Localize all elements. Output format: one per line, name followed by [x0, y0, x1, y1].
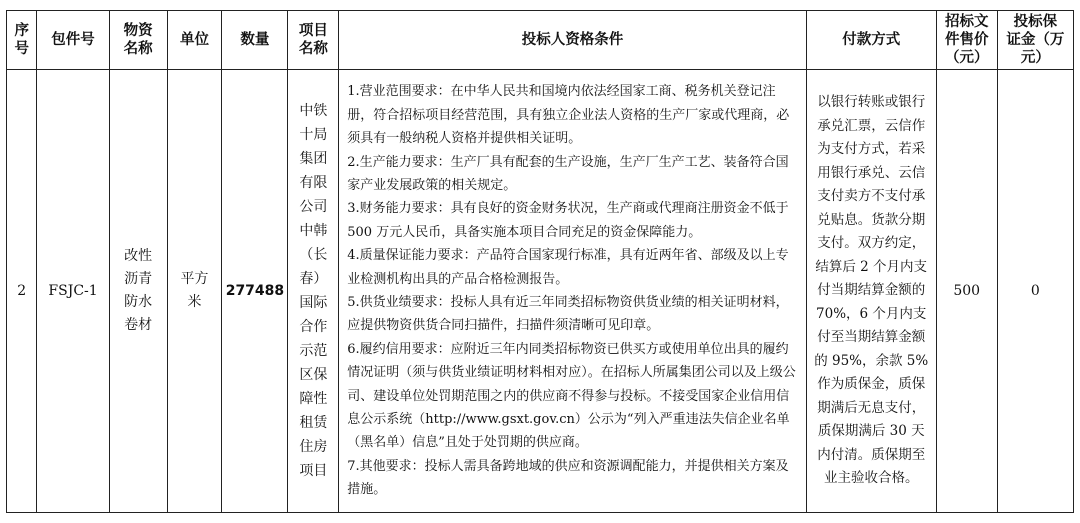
table-row	[7, 70, 1074, 513]
header-package-no: 包件号	[37, 11, 109, 70]
qualification-item: 1.营业范围要求：在中华人民共和国境内依法经国家工商、税务机关登记注册，符合招标项目经营范围，具有独立企业法人资格的生产厂家或代理商，必须具有一般纳税人资格并提供相关证明。	[347, 84, 790, 147]
cell-unit: 平方 米	[167, 70, 222, 513]
header-deposit: 投标保 证金（万 元）	[997, 11, 1073, 70]
qualification-item: 2.生产能力要求：生产厂具有配套的生产设施，生产厂生产工艺、装备符合国家产业发展政策的相关规定。	[347, 154, 789, 193]
cell-doc-price: 500	[936, 70, 997, 513]
qualification-item: 6.履约信用要求：应附近三年内同类招标物资已供买方或使用单位出具的履约情况证明（须与供货业绩证明材料相对应）。在招标人所属集团公司以及上级公司、建设单位处罚期范围之内的供应商不得参与投标。不接受国家企业信用信息公示系统（http://www.gsxt.gov.cn）公示为“列入严重违法失信企业名单（黑名单）信息”且处于处罚期的供应商。	[347, 341, 796, 451]
bid-table	[6, 10, 1074, 513]
cell-qualification	[339, 70, 806, 513]
header-material-name: 物资 名称	[109, 11, 167, 70]
cell-material-name: 改性 沥青 防水 卷材	[109, 70, 167, 513]
qualification-item: 3.财务能力要求：具有良好的资金财务状况，生产商或代理商注册资金不低于 500 万元人民币，具备实施本项目合同充足的资金保障能力。	[347, 201, 789, 240]
qualification-item: 5.供货业绩要求：投标人具有近三年同类招标物资供货业绩的相关证明材料，应提供物资供货合同扫描件，扫描件须清晰可见印章。	[347, 295, 789, 334]
header-payment: 付款方式	[806, 11, 936, 70]
cell-project-name: 中铁 十局 集团 有限 公司 中韩 （长 春） 国际 合作 示范 区保 障性 租赁 住房 项目	[288, 70, 339, 513]
header-unit: 单位	[167, 11, 222, 70]
qualification-item: 4.质量保证能力要求：产品符合国家现行标准，具有近两年省、部级及以上专业检测机构出具的产品合格检测报告。	[347, 248, 789, 287]
header-quantity: 数量	[222, 11, 288, 70]
cell-deposit: 0	[997, 70, 1073, 513]
qualification-item: 7.其他要求：投标人需具备跨地域的供应和资源调配能力，并提供相关方案及措施。	[347, 458, 789, 498]
cell-quantity: 277488	[222, 70, 288, 513]
cell-package-no: FSJC-1	[37, 70, 109, 513]
header-doc-price: 招标文 件售价 （元）	[936, 11, 997, 70]
header-row	[7, 11, 1074, 70]
cell-seq: 2	[7, 70, 37, 513]
header-project-name: 项目 名称	[288, 11, 339, 70]
cell-payment: 以银行转账或银行承兑汇票，云信作为支付方式，若采用银行承兑、云信支付卖方不支付承兑贴息。货款分期支付。双方约定，结算后 2 个月内支付当期结算金额的 70%，6 个月内支付至当期结算金额的 95%，余款 5%作为质保金，质保期满后无息支付，质保期满后 30 天内付清。质保期至业主验收合格。	[806, 70, 936, 513]
header-seq: 序 号	[7, 11, 37, 70]
header-qualification: 投标人资格条件	[339, 11, 806, 70]
